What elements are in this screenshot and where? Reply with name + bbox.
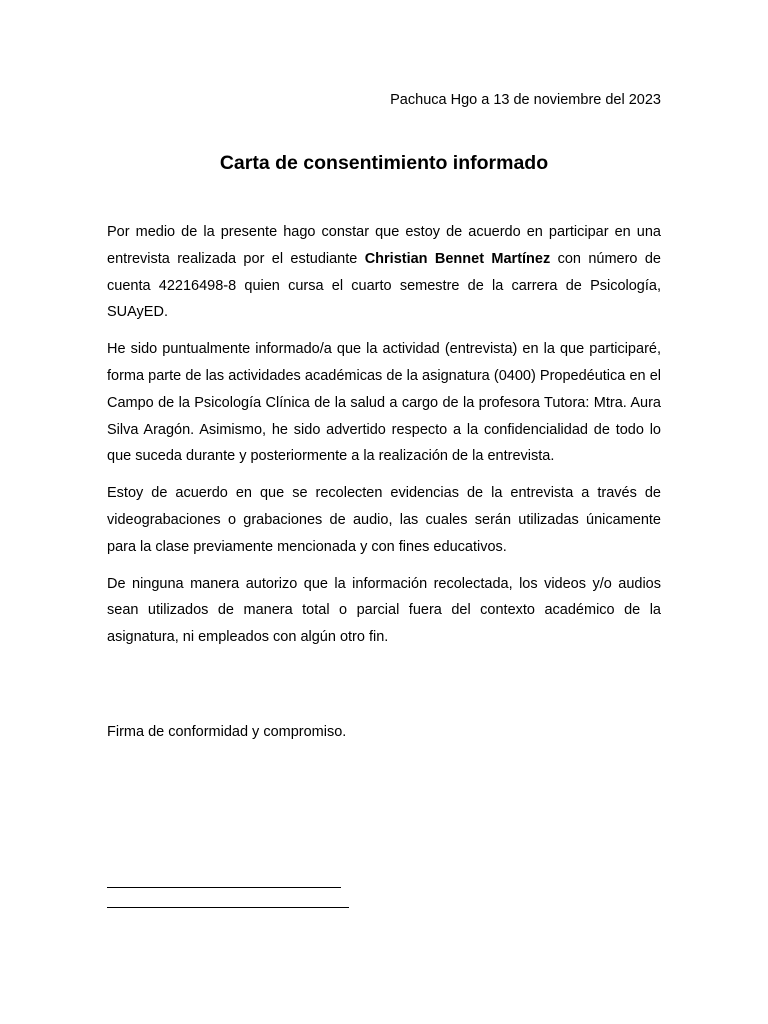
letter-body: [107, 219, 661, 661]
paragraph-consent-details: con número de cuenta 42216498-8 quien cursa el cuarto semestre de la carrera de Psicología, SUAyED.: [107, 250, 661, 321]
paragraph-restriction: De ninguna manera autorizo que la información recolectada, los videos y/o audios sean utilizados de manera total o parcial fuera del contexto académico de la asignatura, ni empleados con algún otro fin.: [107, 575, 661, 646]
student-name: Christian Bennet Martínez: [364, 250, 551, 267]
letter-date: Pachuca Hgo a 13 de noviembre del 2023: [390, 92, 661, 108]
paragraph-consent: [107, 219, 661, 326]
signature-line: [107, 887, 341, 888]
signature-label: Firma de conformidad y compromiso.: [107, 724, 347, 740]
paragraph-informed: He sido puntualmente informado/a que la actividad (entrevista) en la que participaré, forma parte de las actividades académicas de la asignatura (0400) Propedéutica en el Campo de la Psicología Clínica de la salud a cargo de la profesora Tutora: Mtra. Aura Silva Aragón. Asimismo, he sido advertido respecto a la confidencialidad de todo lo que suceda durante y posteriormente a la realización de la entrevista.: [107, 341, 661, 465]
paragraph-recording: Estoy de acuerdo en que se recolecten evidencias de la entrevista a través de videograbaciones o grabaciones de audio, las cuales serán utilizadas únicamente para la clase previamente mencionada y con fines educativos.: [107, 485, 661, 555]
signature-line-secondary: [107, 907, 349, 908]
paragraph-consent-intro: Por medio de la presente hago constar que estoy de acuerdo en participar en una entrevista realizada por el estudiante: [107, 224, 661, 267]
letter-title: Carta de consentimiento informado: [219, 152, 549, 174]
